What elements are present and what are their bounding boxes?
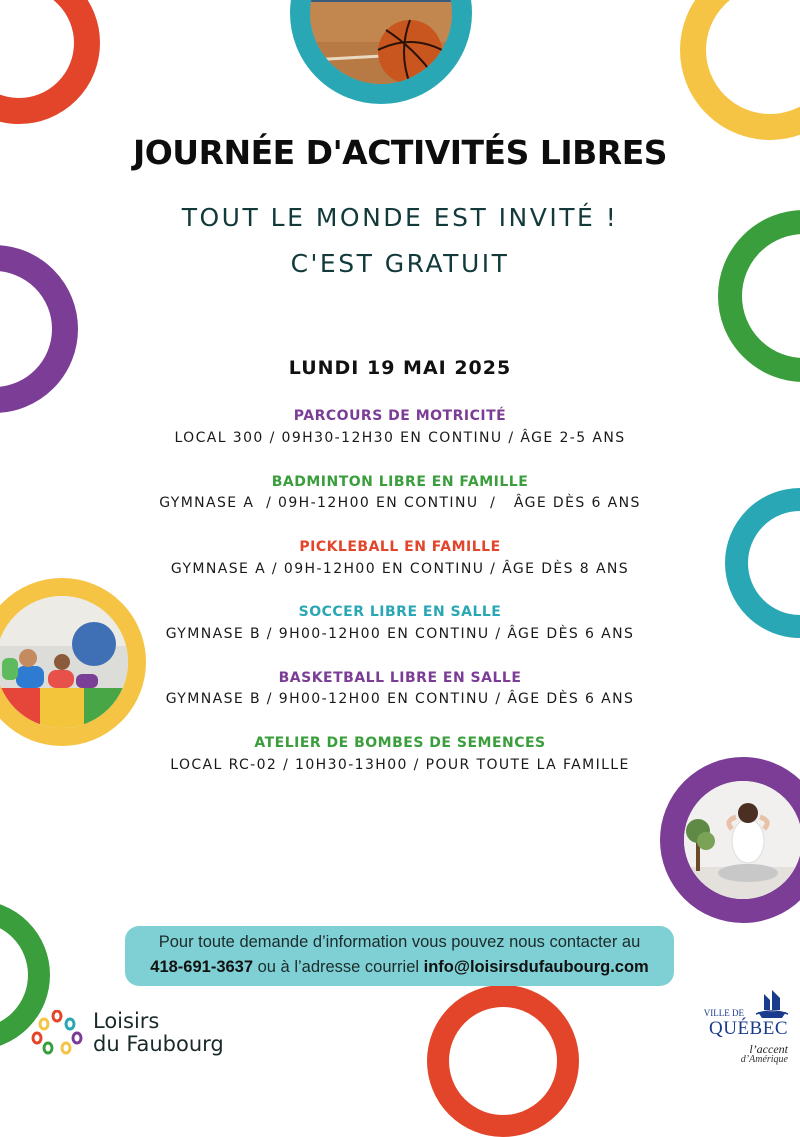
contact-email-link[interactable]: info@loisirsdufaubourg.com <box>423 958 649 976</box>
quebec-ship-icon <box>754 988 790 1020</box>
loisirs-logo <box>30 1010 260 1060</box>
activity-title: SOCCER LIBRE EN SALLE <box>298 604 502 620</box>
activity-title: PICKLEBALL EN FAMILLE <box>299 539 501 555</box>
contact-line2 <box>125 958 674 977</box>
ring-yellow-top-right <box>680 0 800 140</box>
yoga-photo <box>660 757 800 923</box>
loisirs-logo-icon <box>30 1010 84 1058</box>
activity-title: ATELIER DE BOMBES DE SEMENCES <box>254 735 546 751</box>
activity-detail: GYMNASE A / 09H-12H00 EN CONTINU / ÂGE DÈS 8 ANS <box>170 561 630 577</box>
logo-line1: Loisirs <box>93 1009 160 1033</box>
activity-detail: GYMNASE B / 9H00-12H00 EN CONTINU / ÂGE DÈS 6 ANS <box>165 691 635 707</box>
logo-tagline-2: d’Amérique <box>740 1054 788 1065</box>
event-date: LUNDI 19 MAI 2025 <box>288 357 512 379</box>
activity-detail: LOCAL RC-02 / 10H30-13H00 / POUR TOUTE LA FAMILLE <box>170 757 630 773</box>
activity-detail: LOCAL 300 / 09H30-12H30 EN CONTINU / ÂGE 2-5 ANS <box>174 430 626 446</box>
ring-red-bottom <box>427 985 579 1137</box>
subtitle-line1: TOUT LE MONDE EST INVITÉ ! <box>181 203 619 232</box>
logo-ville-de: VILLE DE <box>703 1008 744 1018</box>
activity-detail: GYMNASE B / 9H00-12H00 EN CONTINU / ÂGE DÈS 6 ANS <box>165 626 635 642</box>
basketball-photo <box>290 0 472 104</box>
logo-tagline-1: l’accent <box>749 1042 788 1056</box>
activity-title: BADMINTON LIBRE EN FAMILLE <box>271 474 529 490</box>
subtitle-line2: C'EST GRATUIT <box>290 249 510 278</box>
logo-quebec: QUÉBEC <box>709 1018 788 1039</box>
activity-detail: GYMNASE A / 09H-12H00 EN CONTINU / ÂGE DÈS 6 ANS <box>159 495 641 511</box>
ring-red-top-left <box>0 0 100 124</box>
contact-phone[interactable]: 418-691-3637 <box>150 958 254 976</box>
contact-line1: Pour toute demande d’information vous pouvez nous contacter au <box>158 933 641 951</box>
activity-title: PARCOURS DE MOTRICITÉ <box>293 408 507 424</box>
loisirs-logo-text <box>93 1010 224 1056</box>
activity-title: BASKETBALL LIBRE EN SALLE <box>278 670 522 686</box>
contact-middle-text: ou à l’adresse courriel <box>253 958 424 976</box>
contact-box <box>125 926 674 986</box>
ville-quebec-logo <box>700 986 796 1066</box>
logo-line2: du Faubourg <box>93 1032 224 1056</box>
page-title: JOURNÉE D'ACTIVITÉS LIBRES <box>132 133 668 172</box>
